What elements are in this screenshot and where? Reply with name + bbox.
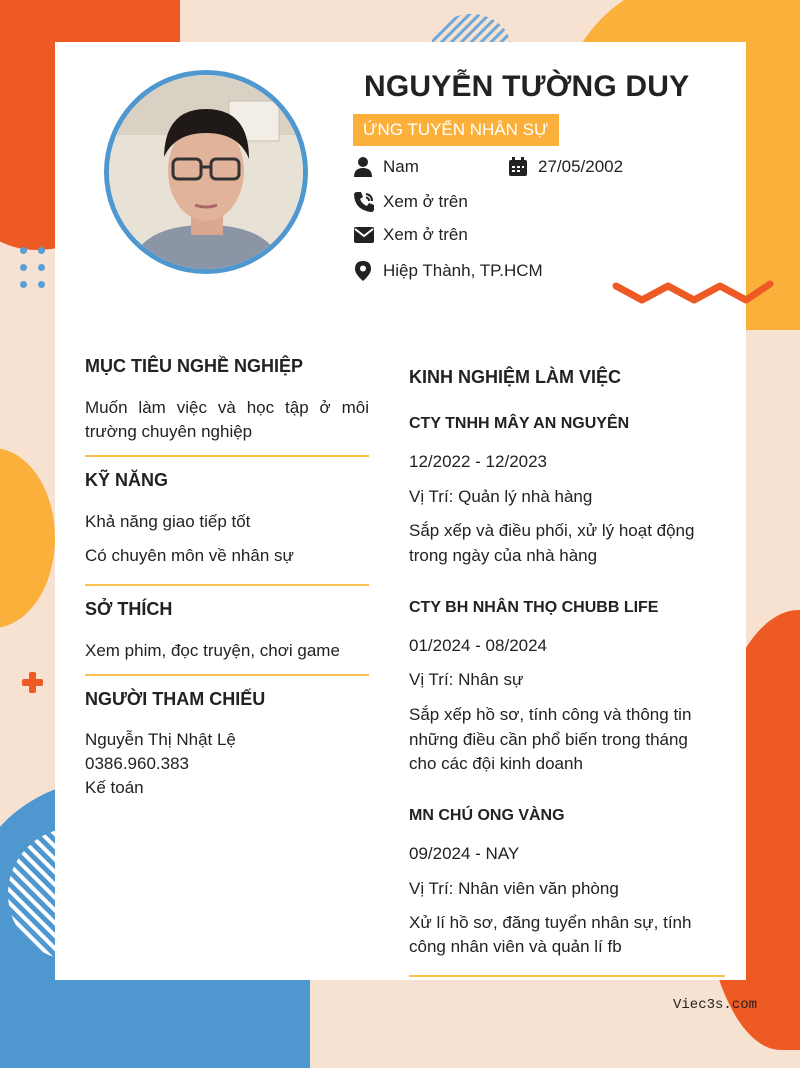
job-company: CTY TNHH MÂY AN NGUYÊN — [409, 415, 630, 432]
profile-photo — [104, 70, 308, 274]
job-description-line: Sắp xếp và điều phối, xử lý hoạt động — [409, 521, 695, 540]
decor-dot — [38, 281, 45, 288]
job-period: 09/2024 - NAY — [409, 844, 520, 863]
job-company: CTY BH NHÂN THỌ CHUBB LIFE — [409, 599, 659, 616]
job-description-line: Xử lí hồ sơ, đăng tuyển nhân sự, tính — [409, 913, 692, 932]
person-icon — [353, 156, 383, 178]
job-description-line: Sắp xếp hồ sơ, tính công và thông tin — [409, 705, 692, 724]
reference-title: NGƯỜI THAM CHIẾU — [85, 689, 266, 709]
phone-icon — [353, 191, 383, 213]
applied-role-badge: ỨNG TUYỂN NHÂN SỰ — [353, 114, 559, 146]
job-description-line: công nhân viên và quản lí fb — [409, 937, 622, 956]
decor-dot — [20, 281, 27, 288]
gender-row — [353, 156, 419, 178]
candidate-name: NGUYỄN TƯỜNG DUY — [364, 70, 690, 103]
calendar-icon — [508, 156, 538, 178]
job-description-line: cho các đội kinh doanh — [409, 754, 583, 773]
divider — [409, 975, 725, 977]
phone-value: Xem ở trên — [383, 192, 468, 211]
envelope-icon — [353, 226, 383, 244]
job-period: 01/2024 - 08/2024 — [409, 636, 548, 655]
objective-line-2: trường chuyên nghiệp — [85, 422, 253, 441]
job-position: Vị Trí: Nhân viên văn phòng — [409, 879, 619, 898]
decor-dot — [20, 264, 27, 271]
hobbies-title: SỞ THÍCH — [85, 599, 173, 619]
job-description-line: những điều cần phổ biến trong tháng — [409, 730, 688, 749]
job-position: Vị Trí: Quản lý nhà hàng — [409, 487, 593, 506]
job-period: 12/2022 - 12/2023 — [409, 452, 548, 471]
skill-item: Khả năng giao tiếp tốt — [85, 512, 251, 531]
experience-title: KINH NGHIỆM LÀM VIỆC — [409, 367, 622, 387]
email-value: Xem ở trên — [383, 225, 468, 244]
reference-position: Kế toán — [85, 778, 144, 797]
dob-row — [508, 156, 623, 178]
objective-title: MỤC TIÊU NGHỀ NGHIỆP — [85, 356, 304, 376]
divider — [85, 674, 369, 676]
gender-value: Nam — [383, 157, 419, 176]
avatar-portrait — [109, 75, 303, 269]
skills-title: KỸ NĂNG — [85, 470, 169, 490]
divider — [85, 455, 369, 457]
address-value: Hiệp Thành, TP.HCM — [383, 261, 543, 280]
address-row — [353, 260, 543, 282]
decor-dot — [38, 264, 45, 271]
phone-row — [353, 191, 468, 213]
reference-name: Nguyễn Thị Nhật Lệ — [85, 730, 236, 749]
stripe-semicircle-top — [430, 12, 512, 44]
dob-value: 27/05/2002 — [538, 157, 624, 176]
job-description-line: trong ngày của nhà hàng — [409, 546, 598, 565]
zigzag-decoration — [610, 276, 775, 310]
orange-plus-icon — [20, 670, 45, 695]
location-pin-icon — [353, 260, 383, 282]
skill-item: Có chuyên môn về nhân sự — [85, 546, 294, 565]
job-position: Vị Trí: Nhân sự — [409, 670, 524, 689]
job-company: MN CHÚ ONG VÀNG — [409, 807, 565, 824]
email-row — [353, 225, 468, 245]
objective-line-1: Muốn làm việc và học tập ở môi — [85, 398, 369, 417]
decor-dot — [20, 247, 27, 254]
divider — [85, 584, 369, 586]
watermark-text: Viec3s.com — [673, 997, 758, 1013]
hobbies-text: Xem phim, đọc truyện, chơi game — [85, 641, 340, 660]
decor-dot — [38, 247, 45, 254]
reference-phone: 0386.960.383 — [85, 754, 189, 773]
yellow-blob-left — [0, 448, 55, 628]
